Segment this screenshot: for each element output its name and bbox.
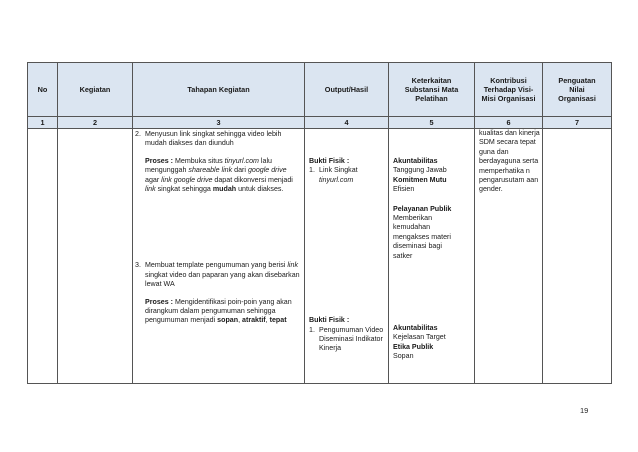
header-tahapan: Tahapan Kegiatan	[133, 63, 305, 117]
ket-1-tanggung: Tanggung Jawab	[393, 166, 447, 175]
step-3-number: 3.	[135, 261, 141, 270]
col-num-2: 2	[58, 117, 133, 129]
header-penguatan: Penguatan Nilai Organisasi	[543, 63, 612, 117]
col-num-1: 1	[28, 117, 58, 129]
cell-output	[305, 129, 389, 384]
step-3-text: Membuat template pengumuman yang berisi link singkat video dan paparan yang akan disebarkan lewat WA	[145, 261, 300, 289]
col-num-7: 7	[543, 117, 612, 129]
cell-kegiatan	[58, 129, 133, 384]
header-no: No	[28, 63, 58, 117]
step-2-number: 2.	[135, 130, 141, 138]
header-kontribusi: Kontribusi Terhadap Visi-Misi Organisasi	[475, 63, 543, 117]
ket-1-pelayanan-text: Memberikan kemudahan mengakses materi diseminasi bagi satker	[393, 214, 451, 260]
ket-1-efisien: Efisien	[393, 185, 415, 194]
step-2-proses: Proses : Membuka situs tinyurl.com lalu mengunggah shareable link dari google drive agar link google drive dapat dikonversi menjadi link singkat sehingga mudah untuk diakses.	[145, 156, 293, 194]
header-kegiatan: Kegiatan	[58, 63, 133, 117]
output-1-item: 1. Link Singkat tinyurl.com	[309, 166, 358, 184]
column-number-row	[28, 117, 612, 129]
activity-table	[27, 62, 612, 384]
step-3	[133, 261, 304, 289]
header-row	[28, 63, 612, 117]
cell-keterkaitan	[389, 129, 475, 384]
ket-2-kejelasan: Kejelasan Target	[393, 333, 446, 342]
output-2-item: 1. Pengumuman Video Diseminasi Indikator Kinerja	[309, 325, 384, 353]
header-keterkaitan: Keterkaitan Substansi Mata Pelatihan	[389, 63, 475, 117]
output-1-label: Bukti Fisik :	[309, 157, 350, 165]
cell-kontribusi	[475, 129, 543, 384]
cell-no	[28, 129, 58, 384]
header-output: Output/Hasil	[305, 63, 389, 117]
col-num-3: 3	[133, 117, 305, 129]
step-3-proses: Proses : Mengidentifikasi poin-poin yang akan dirangkum dalam pengumuman sehingga pengumuman menjadi sopan, atraktif, tepat	[145, 297, 292, 325]
col-num-5: 5	[389, 117, 475, 129]
ket-2-sopan: Sopan	[393, 352, 414, 361]
output-2-label: Bukti Fisik :	[309, 316, 350, 325]
step-2	[133, 130, 304, 149]
ket-1-pelayanan: Pelayanan Publik	[393, 204, 452, 213]
ket-1-komitmen: Komitmen Mutu	[393, 175, 447, 184]
ket-1-akuntabilitas: Akuntabilitas	[393, 157, 438, 165]
ket-2-akuntabilitas: Akuntabilitas	[393, 324, 438, 333]
table-row	[28, 129, 612, 384]
col-num-6: 6	[475, 117, 543, 129]
cell-penguatan	[543, 129, 612, 384]
kontribusi-text: kualitas dan kinerja SDM secara tepat guna dan berdayaguna serta memperhatika n pengarusutam aan gender.	[479, 129, 540, 194]
cell-tahapan	[133, 129, 305, 384]
step-2-text: Menyusun link singkat sehingga video lebih mudah diakses dan diunduh	[145, 130, 282, 148]
page-number: 19	[580, 406, 589, 415]
col-num-4: 4	[305, 117, 389, 129]
ket-2-etika: Etika Publik	[393, 342, 434, 351]
